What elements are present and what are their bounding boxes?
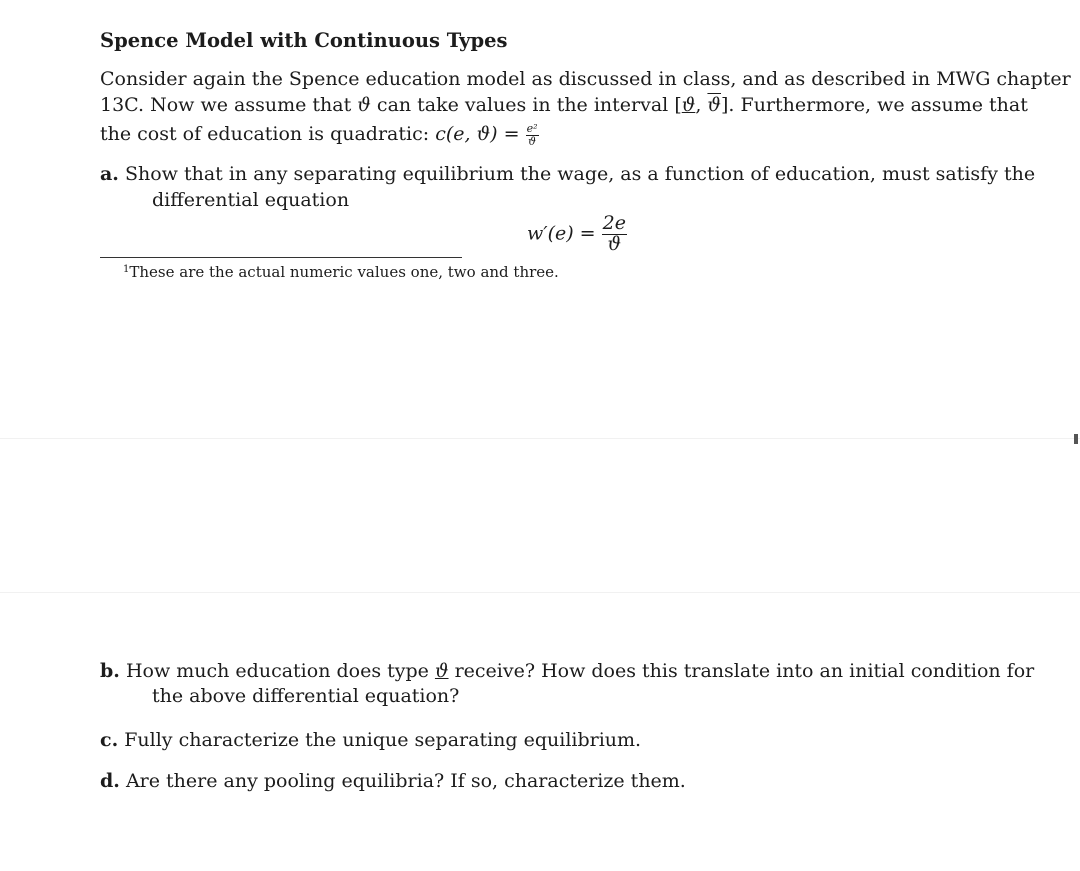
intro-line-2: [100, 94, 1028, 116]
interval-comma: ,: [695, 94, 702, 116]
part-c-line: [100, 729, 641, 751]
cost-numerator: e²: [526, 122, 538, 135]
intro-line-2-mid: can take values in the interval: [376, 94, 669, 116]
theta-symbol: ϑ: [357, 94, 371, 116]
intro-line-1: Consider again the Spence education model as discussed in class, and as described in MWG chapter: [100, 68, 1071, 90]
part-a-line-1: [100, 163, 1035, 185]
scan-artifact-line: [0, 592, 1080, 593]
part-a-line-2: differential equation: [152, 189, 350, 211]
equation-lhs: w′(e) =: [527, 222, 596, 245]
part-b-label: b.: [100, 660, 120, 682]
theta-high: $\overline{ϑ}$: [707, 94, 722, 116]
part-b-line-1: [100, 660, 1034, 682]
part-d-line: [100, 770, 686, 792]
intro-line-3: [100, 123, 539, 147]
differential-equation: [527, 214, 627, 255]
footnote: [123, 263, 559, 281]
interval-open: [: [674, 94, 682, 116]
part-b-text-post: receive? How does this translate into an initial condition for: [454, 660, 1035, 682]
part-b-line-2: the above differential equation?: [152, 685, 460, 707]
part-b-text-pre: How much education does type: [125, 660, 429, 682]
interval-close: ].: [721, 94, 735, 116]
theta-low: ϑ: [434, 660, 449, 682]
equation-denominator: ϑ: [607, 232, 622, 255]
cost-fraction: [526, 123, 539, 147]
part-d-label: d.: [100, 770, 120, 792]
part-a-label: a.: [100, 163, 119, 185]
part-c-text: Fully characterize the unique separating equilibrium.: [124, 729, 642, 751]
scan-artifact-mark: [1074, 434, 1078, 444]
equation-numerator: 2e: [602, 212, 626, 234]
equation-fraction: [602, 214, 627, 255]
cost-denominator: ϑ: [528, 134, 536, 148]
footnote-rule: [100, 257, 462, 258]
intro-line-3-pre: the cost of education is quadratic:: [100, 123, 430, 146]
part-a-text: Show that in any separating equilibrium the wage, as a function of education, must satisfy the: [124, 163, 1036, 185]
scan-artifact-line: [0, 438, 1080, 439]
footnote-mark: 1: [123, 264, 130, 275]
footnote-text: These are the actual numeric values one, two and three.: [129, 263, 559, 281]
intro-line-2-pre: 13C. Now we assume that: [100, 94, 352, 116]
part-c-label: c.: [100, 729, 119, 751]
intro-line-2-post: Furthermore, we assume that: [740, 94, 1028, 116]
section-title: Spence Model with Continuous Types: [100, 29, 508, 52]
cost-function: c(e, ϑ) =: [435, 123, 520, 146]
part-d-text: Are there any pooling equilibria? If so, characterize them.: [125, 770, 686, 792]
theta-low: ϑ: [681, 94, 696, 116]
